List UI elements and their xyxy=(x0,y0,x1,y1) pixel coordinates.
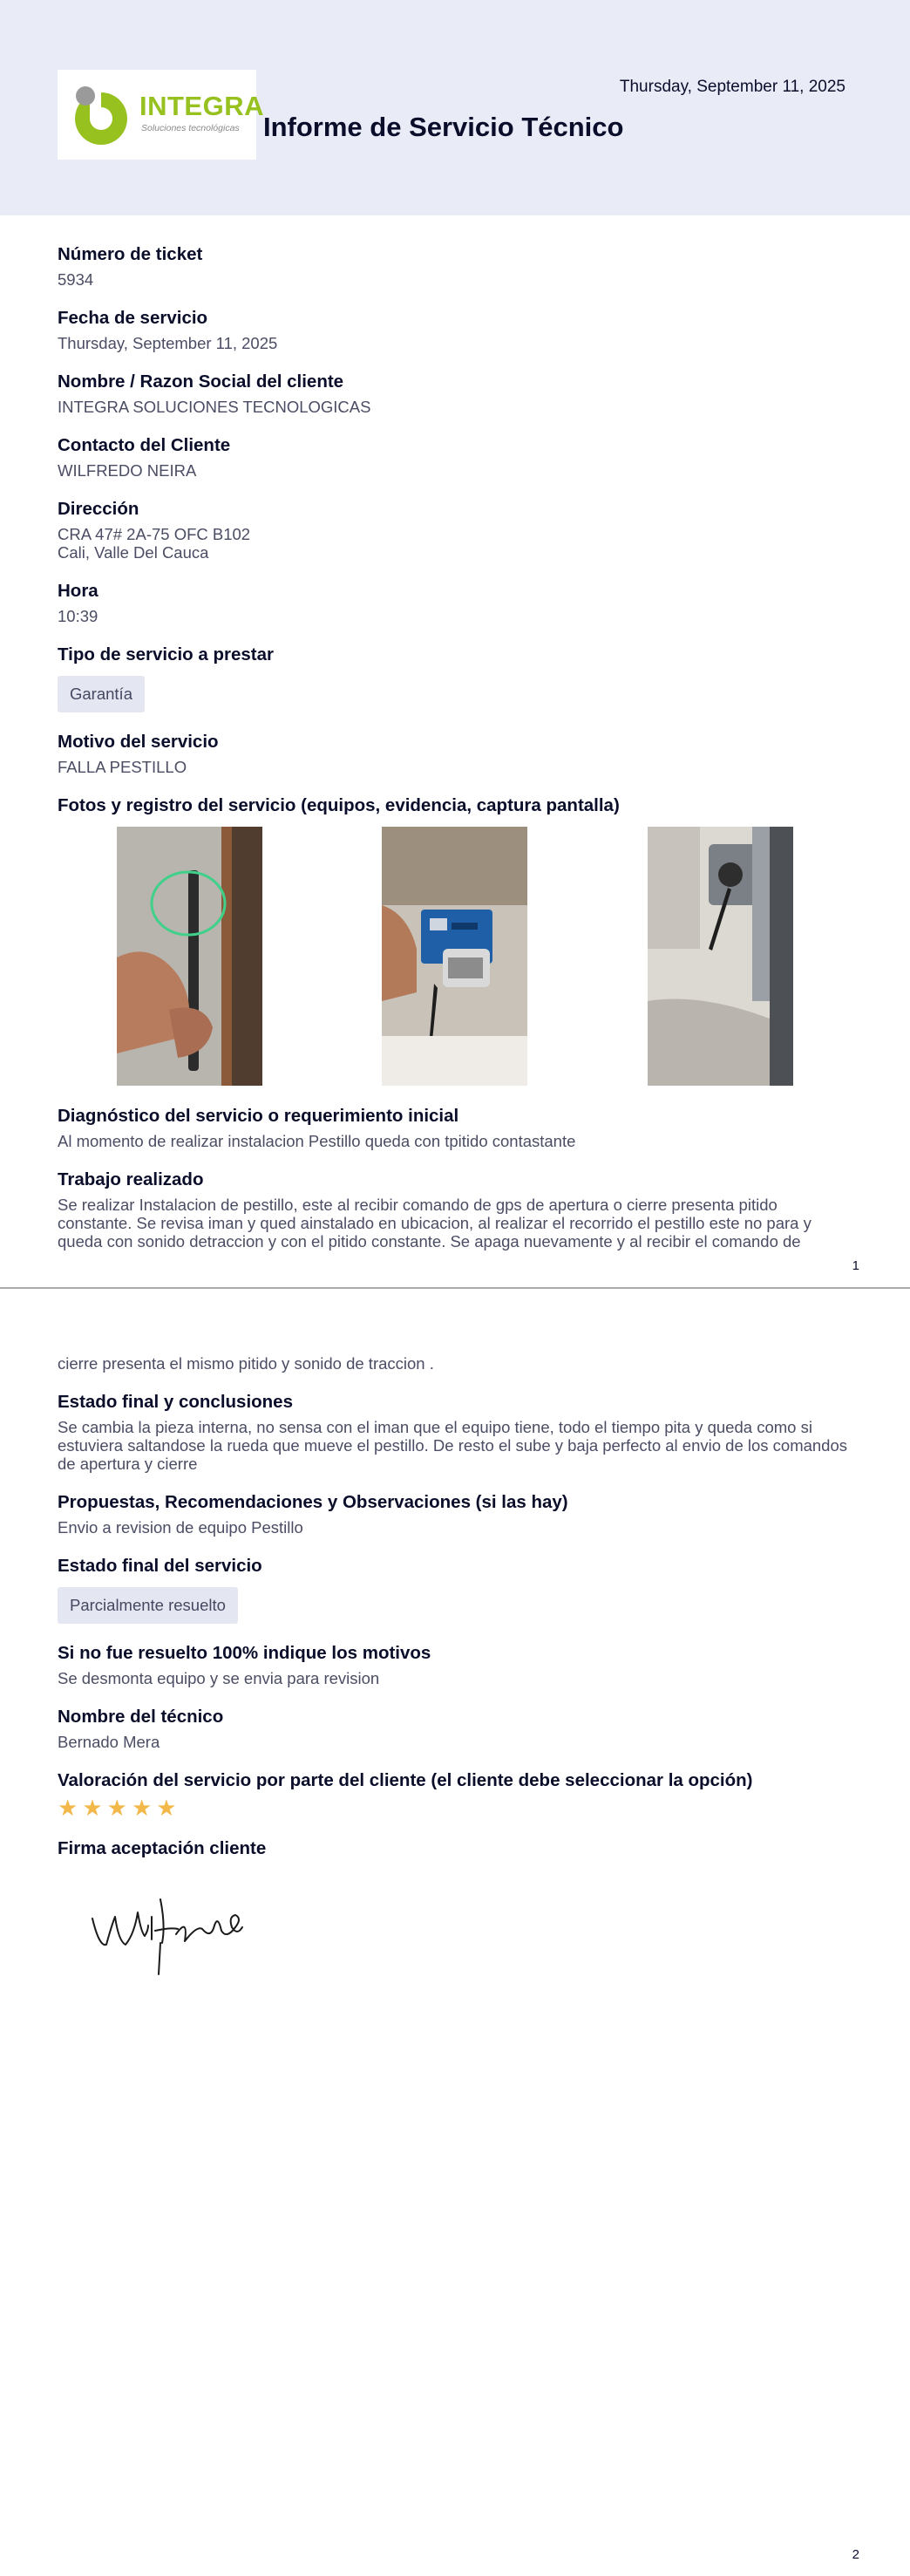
field-label: Propuestas, Recomendaciones y Observaciones (si las hay) xyxy=(58,1492,568,1512)
field-conclusiones xyxy=(58,1392,851,1473)
field-value: INTEGRA SOLUCIONES TECNOLOGICAS xyxy=(58,398,371,416)
photo-pestillo-hand[interactable] xyxy=(117,827,262,1086)
field-trabajo xyxy=(58,1169,851,1251)
field-value: 10:39 xyxy=(58,607,98,625)
field-fecha xyxy=(58,308,851,352)
report-fields xyxy=(58,244,851,1270)
field-label: Si no fue resuelto 100% indique los motivos xyxy=(58,1643,431,1663)
logo-tagline: Soluciones tecnológicas xyxy=(141,123,240,133)
field-diagnostico xyxy=(58,1106,851,1150)
photo-1-image xyxy=(117,827,262,1086)
field-label: Estado final del servicio xyxy=(58,1556,262,1576)
field-value: Al momento de realizar instalacion Pestillo queda con tpitido contastante xyxy=(58,1132,576,1150)
field-motivo xyxy=(58,732,851,776)
field-tecnico xyxy=(58,1707,851,1751)
field-label: Contacto del Cliente xyxy=(58,435,231,455)
star-icon[interactable]: ★ xyxy=(106,1795,127,1821)
field-value: CRA 47# 2A-75 OFC B102 Cali, Valle Del Cauca xyxy=(58,525,251,562)
star-icon[interactable]: ★ xyxy=(82,1795,103,1821)
report-fields-continued xyxy=(58,1354,851,2006)
field-label: Nombre del técnico xyxy=(58,1707,224,1727)
field-trabajo-continued xyxy=(58,1354,851,1373)
star-icon[interactable]: ★ xyxy=(58,1795,78,1821)
final-status-chip: Parcialmente resuelto xyxy=(58,1587,238,1624)
field-propuestas xyxy=(58,1492,851,1537)
star-icon[interactable]: ★ xyxy=(131,1795,153,1821)
logo-wordmark: INTEGRA xyxy=(139,91,264,121)
signature-drawing xyxy=(58,1864,284,1987)
field-label: Diagnóstico del servicio o requerimiento inicial xyxy=(58,1106,459,1126)
field-value: Envio a revision de equipo Pestillo xyxy=(58,1518,303,1537)
field-label: Dirección xyxy=(58,499,139,519)
client-signature xyxy=(58,1864,284,1987)
field-label: Motivo del servicio xyxy=(58,732,219,752)
service-type-chip: Garantía xyxy=(58,676,145,712)
field-value: Se realizar Instalacion de pestillo, este al recibir comando de gps de apertura o cierre presenta pitido constante. Se revisa iman y qued ainstalado en ubicacion, al realizar el recorrido el pestillo este no para y queda con sonido detraccion y con el pitido constante. Se apaga nuevamente y al recibir el comando de xyxy=(58,1196,812,1251)
field-value: Thursday, September 11, 2025 xyxy=(58,334,278,352)
photo-3-image xyxy=(648,827,793,1086)
field-value: Se cambia la pieza interna, no sensa con el iman que el equipo tiene, todo el tiempo pita y queda como si estuviera saltandose la rueda que mueve el pestillo. De resto el sube y baja perfecto al envio de los comandos de apertura y cierre xyxy=(58,1418,848,1473)
field-label: Firma aceptación cliente xyxy=(58,1838,267,1858)
field-label: Nombre / Razon Social del cliente xyxy=(58,371,344,392)
field-label: Número de ticket xyxy=(58,244,203,264)
field-label: Fotos y registro del servicio (equipos, evidencia, captura pantalla) xyxy=(58,795,620,815)
field-label: Tipo de servicio a prestar xyxy=(58,644,275,664)
field-value: Se desmonta equipo y se envia para revision xyxy=(58,1669,380,1687)
star-icon[interactable]: ★ xyxy=(156,1795,177,1821)
field-firma xyxy=(58,1838,851,1987)
photo-installed-lock[interactable] xyxy=(648,827,793,1086)
field-contacto xyxy=(58,435,851,480)
field-motivos xyxy=(58,1643,851,1687)
company-logo xyxy=(58,70,264,160)
field-ticket xyxy=(58,244,851,289)
photo-gallery xyxy=(58,827,851,1087)
page-number: 2 xyxy=(852,2547,859,2562)
field-fotos xyxy=(58,795,851,816)
page-number: 1 xyxy=(852,1258,859,1273)
field-value: FALLA PESTILLO xyxy=(58,758,187,776)
field-value: Bernado Mera xyxy=(58,1733,160,1751)
field-label: Estado final y conclusiones xyxy=(58,1392,293,1412)
field-value: WILFREDO NEIRA xyxy=(58,461,197,480)
field-direccion xyxy=(58,499,851,562)
report-page-1 xyxy=(0,0,910,1287)
field-value: cierre presenta el mismo pitido y sonido de traccion . xyxy=(58,1354,434,1373)
document-title: Informe de Servicio Técnico xyxy=(263,112,624,142)
field-label: Valoración del servicio por parte del cliente (el cliente debe seleccionar la opción) xyxy=(58,1770,753,1790)
field-hora xyxy=(58,581,851,625)
photo-device-board[interactable] xyxy=(382,827,527,1086)
field-value: 5934 xyxy=(58,270,94,289)
field-estado xyxy=(58,1556,851,1624)
field-cliente xyxy=(58,371,851,416)
field-label: Trabajo realizado xyxy=(58,1169,204,1189)
field-label: Hora xyxy=(58,581,98,601)
rating-stars xyxy=(58,1796,851,1819)
field-tipo xyxy=(58,644,851,712)
photo-2-image xyxy=(382,827,527,1086)
field-valoracion xyxy=(58,1770,851,1819)
integra-logo-icon xyxy=(66,80,134,148)
report-page-2 xyxy=(0,1289,910,2576)
field-label: Fecha de servicio xyxy=(58,308,208,328)
document-date: Thursday, September 11, 2025 xyxy=(619,78,845,96)
